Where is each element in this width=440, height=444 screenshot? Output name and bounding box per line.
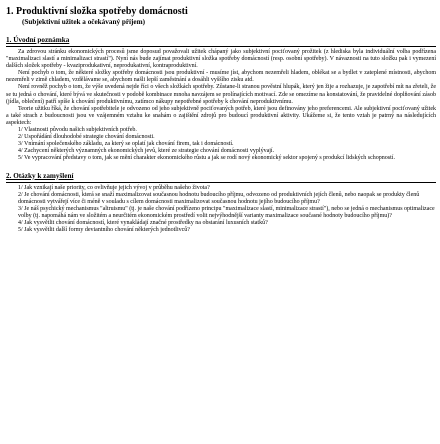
document-subtitle: (Subjektivní užitek a očekávaný příjem) [22,18,145,26]
question-item: 2/ Je chování domácnosti, která se snaží maximalizovat současnou hodnotu budoucího příjmu, odvozeno od produktivních jejích členů, nebo naopak se produkty členů domácnosti vytvářejí více či méně v souladu s cílem domácnosti maximalizovat současnou hodnotu jejího budoucího příjmu? [18,191,420,205]
document-title: 1. Produktivní složka spotřeby domácnosti [6,6,188,17]
question-item: 5/ Jak vysvětlit další formy deviantního chování některých jednotlivců? [18,227,190,234]
list-item: 3/ Vnímání společenského základu, za který se oplatí jak chování firem, tak i domácností. [18,141,234,148]
intro-list [6,127,436,162]
section-heading-questions: 2. Otázky k zamyšlení [6,171,74,180]
intro-paragraph-2: Není pochyb o tom, že některé složky spotřeby domácnosti jsou produktivní - musíme jíst, abychom nezemřeli hladem, oblékat se a bydlet v zateplené místnosti, abychom nezemřeli v zimě chladem, vzdělávame se, abychom našli lepší zaměstnání a dosáhli vyššího zisku atd. [6,70,436,84]
intro-paragraph-1: Za zdrovou stránku ekonomických procesů jsme doposud považovali užitek chápaný jako subjektivní pociťovaný prožitek (z hlediska byla individuální volba podřízena "maximalizaci slastí a minimalizaci strastí"). Nyní nás bude zajímat produktivní složka spotřeby domácností (resp. osobní spotřeby). V návaznosti na tuto složku pak i vymezení dalších složek spotřeby - kvaziprodukativní, neprodukativní, kontraproduktivní. [6,49,436,70]
question-item: 3/ Je náš psychický mechanismus "altruismu" (tj. je naše chování podřízeno principu "maximalizace slastí, minimalizace strastí"), nebo se jedná o mechanismus optimalizace volby (tj. napomáhá nám ve složitém a neurčitém ekonomickém prostředí volit nejvýhodnější varianty maximalizace současné hodnoty budoucího příjmu)? [18,205,435,219]
list-item: 4/ Zachycení některých významných ekonomických jevů, které ze strategie chování domácnosti vyplývají. [18,148,275,155]
section-heading-intro: 1. Úvodní poznámka [6,36,70,44]
questions-list [6,185,436,235]
list-item: 1/ Vlastnosti původu našich subjektivních potřeb. [18,127,137,134]
intro-paragraph-4: Teorie užitku říká, že chování spotřebitele je odvozeno od jeho subjektivně pociťovaných potřeb, které jsou definovány jeho preferencemi. Ale subjektivní pociťovaný užitek a také strach z budoucnosti jsou ve vzájemném vztahu ke snahám o zajištění zdrojů pro budoucí produktivní aktivity. Ukážeme si, že tento vztah je patrný na následujících aspektech: [6,105,436,126]
intro-paragraph-3: Není rovněž pochyb o tom, že výše uvedená nejde říci o všech složkách spotřeby. Zůstane-li stranou pověstní hlupák, který jen žije a rozhazuje, je zapotřebí mít na zřeteli, že se tu jedná o chování, které bývá ve skutečnosti v podobě kombinace mnoha navzájem se prolínajících motivací. Zde se omezíme na konstatování, že pravidelné doplňování zásob (jídla, oblečení) patří spíše k chování produktivnímu, zatímco nákupy nepotřebné spotřeby k chování neproduktivnímu. [6,84,436,105]
section-rule [6,46,436,47]
list-item: 5/ Ve vypracování představy o tom, jak se mění charakter ekonomického růstu a jak se rodí nový ekonomický sektor spojený s produkcí lidských schopností. [18,155,395,162]
question-item: 1/ Jak vznikají naše priority, co ovlivňuje jejich vývoj v průběhu našeho života? [18,184,210,191]
list-item: 2/ Uspořádání dlouhodobé strategie chování domácnosti. [18,134,155,141]
section-rule [6,182,436,183]
question-item: 4/ Jak vysvětlit chování domácností, které vynakládají značné prostředky na obstarání luxusních statků? [18,219,268,226]
